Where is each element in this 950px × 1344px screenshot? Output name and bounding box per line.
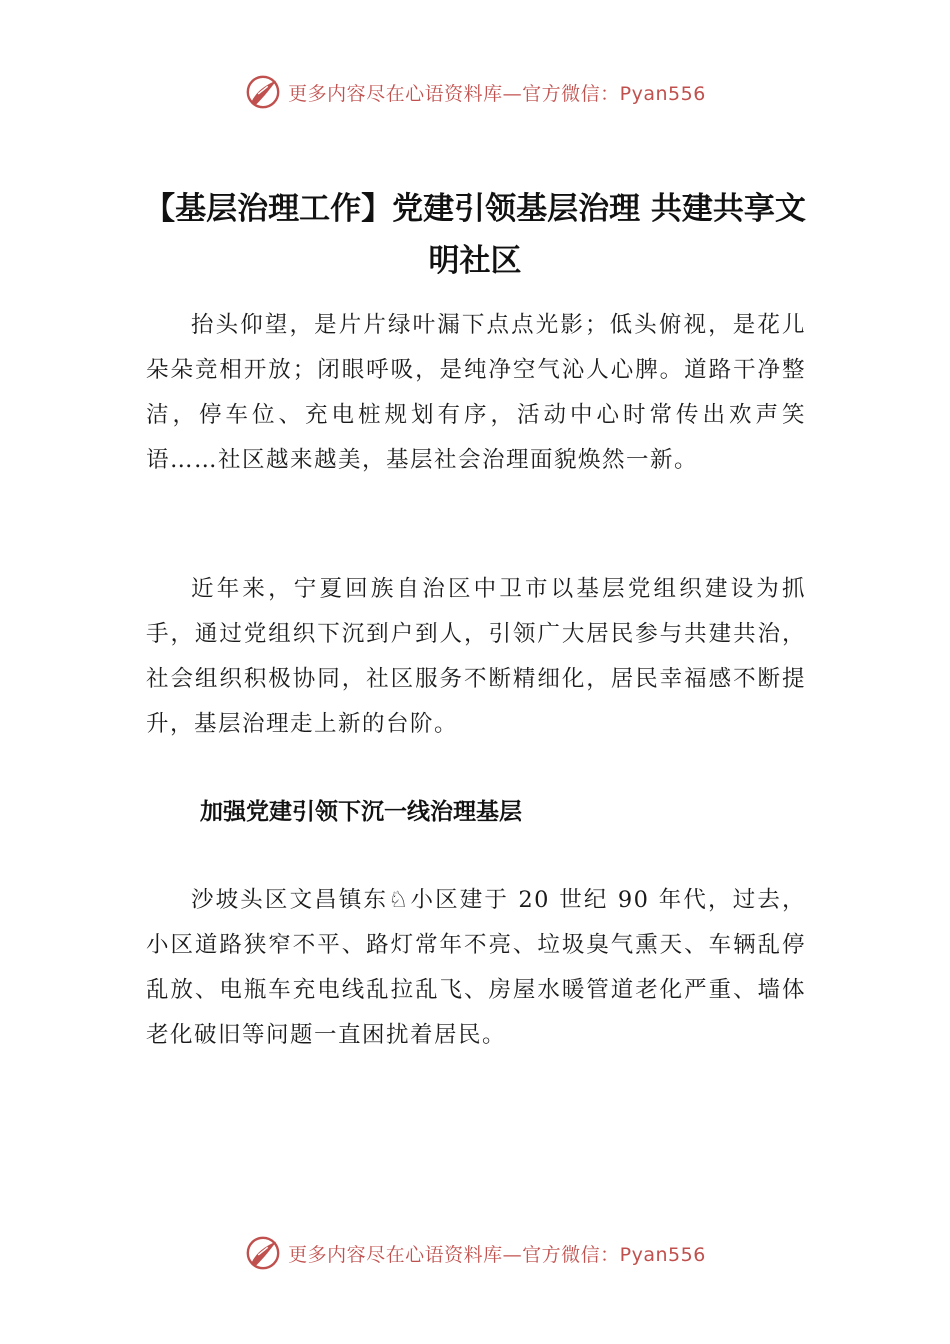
section-subheading: 加强党建引领下沉一线治理基层 <box>200 799 522 825</box>
paragraph-3: 沙坡头区文昌镇东♘小区建于 20 世纪 90 年代，过去，小区道路狭窄不平、路灯常年不亮、垃圾臭气熏天、车辆乱停乱放、电瓶车充电线乱拉乱飞、房屋水暖管道老化严重、墙体老化破旧等问题一直困扰着居民。 <box>146 887 806 1048</box>
brand-logo-icon <box>244 73 282 111</box>
brand-logo-icon <box>244 1234 282 1272</box>
article-title: 【基层治理工作】党建引领基层治理 共建共享文明社区 <box>144 190 806 279</box>
paragraph-2: 近年来，宁夏回族自治区中卫市以基层党组织建设为抓手，通过党组织下沉到户到人，引领广大居民参与共建共治，社会组织积极协同，社区服务不断精细化，居民幸福感不断提升，基层治理走上新的台阶。 <box>146 576 806 737</box>
header-banner-text: 更多内容尽在心语资料库—官方微信：Pyan556 <box>288 82 706 105</box>
paragraph-1: 抬头仰望，是片片绿叶漏下点点光影；低头俯视，是花儿朵朵竞相开放；闭眼呼吸，是纯净空气沁人心脾。道路干净整洁，停车位、充电桩规划有序，活动中心时常传出欢声笑语……社区越来越美，基层社会治理面貌焕然一新。 <box>146 312 806 473</box>
footer-banner <box>0 1233 950 1273</box>
wechat-id: Pyan556 <box>619 1243 706 1266</box>
wechat-id: Pyan556 <box>619 82 706 105</box>
footer-banner-text: 更多内容尽在心语资料库—官方微信：Pyan556 <box>288 1243 706 1266</box>
header-banner <box>0 72 950 112</box>
